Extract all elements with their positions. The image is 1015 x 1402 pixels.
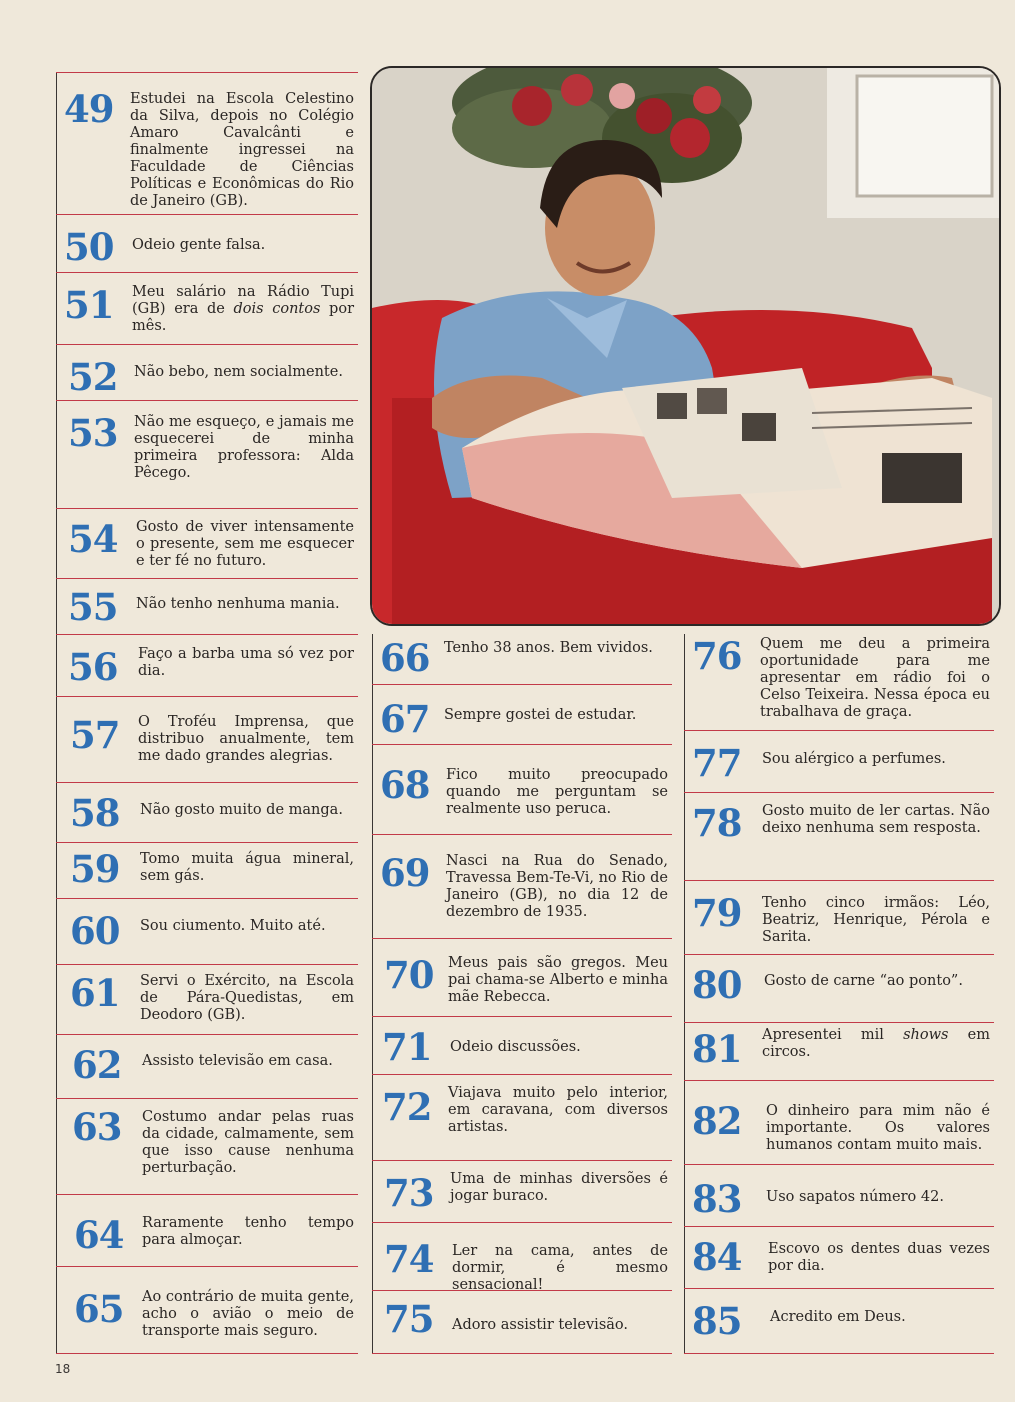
list-item <box>56 344 358 401</box>
page-number: 18 <box>55 1362 71 1376</box>
list-item <box>56 842 358 899</box>
list-item <box>56 578 358 635</box>
item-number: 75 <box>384 1297 434 1341</box>
item-text: Ao contrário de muita gente, acho o avião o meio de transporte mais seguro. <box>142 1289 354 1339</box>
item-text: Servi o Exército, na Escola de Pára-Quedistas, em Deodoro (GB). <box>140 973 354 1023</box>
list-item <box>56 634 358 697</box>
list-item <box>56 1034 358 1099</box>
item-text: Gosto de carne “ao ponto”. <box>764 973 963 989</box>
list-item <box>56 272 358 345</box>
item-text: Tomo muita água mineral, sem gás. <box>140 851 354 884</box>
item-text: Sempre gostei de estudar. <box>444 707 637 723</box>
item-number: 69 <box>380 851 430 895</box>
list-item <box>56 72 358 215</box>
list-item <box>372 1290 672 1354</box>
item-text: Nasci na Rua do Senado, Travessa Bem-Te-Vi, no Rio de Janeiro (GB), no dia 12 de dezembro de 1935. <box>446 853 669 920</box>
list-item <box>56 508 358 579</box>
item-text: Não tenho nenhuma mania. <box>136 596 340 612</box>
list-item <box>56 1194 358 1267</box>
item-number: 55 <box>68 585 118 629</box>
list-item <box>56 400 358 509</box>
list-item <box>684 792 994 881</box>
column-3 <box>684 634 994 1354</box>
item-number: 57 <box>70 713 120 757</box>
item-number: 61 <box>70 971 120 1015</box>
list-item <box>372 1160 672 1223</box>
list-item <box>372 1074 672 1161</box>
item-text: O dinheiro para mim não é importante. Os valores humanos contam muito mais. <box>766 1103 990 1153</box>
item-number: 82 <box>692 1099 742 1143</box>
item-number: 68 <box>380 763 430 807</box>
item-number: 67 <box>380 697 430 741</box>
item-text: Gosto de viver intensamente o presente, sem me esquecer e ter fé no futuro. <box>136 519 354 569</box>
item-number: 83 <box>692 1177 742 1221</box>
list-item <box>372 1016 672 1075</box>
item-number: 76 <box>692 634 742 678</box>
item-text: Uma de minhas diversões é jogar buraco. <box>450 1171 668 1204</box>
item-number: 72 <box>382 1085 432 1129</box>
item-text: Raramente tenho tempo para almoçar. <box>142 1215 354 1248</box>
item-text: Não bebo, nem socialmente. <box>134 364 343 380</box>
item-text: Escovo os dentes duas vezes por dia. <box>768 1241 990 1274</box>
list-item <box>684 880 994 955</box>
item-number: 85 <box>692 1299 742 1343</box>
item-text: Não me esqueço, e jamais me esquecerei de minha primeira professora: Alda Pêcego. <box>134 414 354 481</box>
item-number: 63 <box>72 1105 122 1149</box>
list-item <box>684 1164 994 1227</box>
item-text: Fico muito preocupado quando me perguntam se realmente uso peruca. <box>446 767 668 817</box>
item-text: O Troféu Imprensa, que distribuo anualmente, tem me dado grandes alegrias. <box>138 714 354 764</box>
list-item <box>56 782 358 843</box>
list-item <box>372 634 672 684</box>
list-item <box>56 1098 358 1195</box>
list-item <box>372 684 672 745</box>
item-number: 58 <box>70 791 120 835</box>
list-item <box>372 938 672 1017</box>
item-number: 49 <box>64 87 114 131</box>
list-item <box>56 1266 358 1354</box>
item-text: Faço a barba uma só vez por dia. <box>138 646 354 679</box>
list-item <box>372 1222 672 1291</box>
item-text: Sou ciumento. Muito até. <box>140 918 326 934</box>
item-number: 65 <box>74 1287 124 1331</box>
item-text: Uso sapatos número 42. <box>766 1189 944 1205</box>
item-number: 73 <box>384 1171 434 1215</box>
item-number: 77 <box>692 741 742 785</box>
item-number: 52 <box>68 355 118 399</box>
item-text: Gosto muito de ler cartas. Não deixo nenhuma sem resposta. <box>762 803 990 836</box>
list-item <box>684 730 994 793</box>
item-number: 53 <box>68 411 118 455</box>
item-number: 78 <box>692 801 742 845</box>
item-text: Costumo andar pelas ruas da cidade, calmamente, sem que isso cause nenhuma perturbação. <box>142 1109 354 1176</box>
item-number: 79 <box>692 891 742 935</box>
item-number: 71 <box>382 1025 432 1069</box>
item-number: 54 <box>68 517 118 561</box>
item-number: 84 <box>692 1235 742 1279</box>
list-item <box>684 1288 994 1354</box>
item-number: 51 <box>64 283 114 327</box>
item-text: Estudei na Escola Celestino da Silva, depois no Colégio Amaro Cavalcânti e finalmente ingressei na Faculdade de Ciências Políticas e Econômicas do Rio de Janeiro (GB). <box>130 91 354 209</box>
article-photo <box>370 66 1001 626</box>
list-item <box>684 1022 994 1081</box>
item-text: Quem me deu a primeira oportunidade para me apresentar em rádio foi o Celso Teixeira. Nessa época eu trabalhava de graça. <box>760 636 990 720</box>
item-text: Odeio gente falsa. <box>132 237 266 253</box>
item-text: Tenho 38 anos. Bem vividos. <box>444 640 653 656</box>
item-number: 81 <box>692 1027 742 1071</box>
item-number: 70 <box>384 953 434 997</box>
item-text: Não gosto muito de manga. <box>140 802 343 818</box>
list-item <box>684 954 994 1023</box>
list-item <box>372 744 672 835</box>
list-item <box>684 1226 994 1289</box>
item-text: Adoro assistir televisão. <box>452 1317 628 1333</box>
list-item <box>56 214 358 273</box>
item-number: 64 <box>74 1213 124 1257</box>
item-text: Acredito em Deus. <box>770 1309 906 1325</box>
list-item <box>56 898 358 965</box>
item-text: Tenho cinco irmãos: Léo, Beatriz, Henrique, Pérola e Sarita. <box>762 895 990 945</box>
item-number: 59 <box>70 847 120 891</box>
item-text: Sou alérgico a perfumes. <box>762 751 946 767</box>
item-number: 74 <box>384 1237 434 1281</box>
man-reading-newspaper-photo <box>372 68 999 624</box>
item-number: 60 <box>70 909 120 953</box>
list-item <box>56 964 358 1035</box>
item-text: Meu salário na Rádio Tupi (GB) era de dois contos por mês. <box>132 284 355 334</box>
item-text: Apresentei mil shows em circos. <box>762 1027 990 1060</box>
item-text: Odeio discussões. <box>450 1039 581 1055</box>
item-number: 50 <box>64 225 114 269</box>
item-number: 66 <box>380 636 430 680</box>
item-text: Viajava muito pelo interior, em caravana, com diversos artistas. <box>448 1085 668 1135</box>
list-item <box>56 696 358 783</box>
item-text: Meus pais são gregos. Meu pai chama-se Alberto e minha mãe Rebecca. <box>448 955 668 1005</box>
list-item <box>684 1080 994 1165</box>
item-number: 80 <box>692 963 742 1007</box>
list-item <box>372 834 672 939</box>
column-2 <box>372 634 672 1354</box>
item-number: 62 <box>72 1043 122 1087</box>
column-1 <box>56 72 358 1354</box>
item-text: Ler na cama, antes de dormir, é mesmo sensacional! <box>452 1243 668 1293</box>
item-text: Assisto televisão em casa. <box>142 1053 333 1069</box>
item-number: 56 <box>68 645 118 689</box>
list-item <box>684 634 994 730</box>
